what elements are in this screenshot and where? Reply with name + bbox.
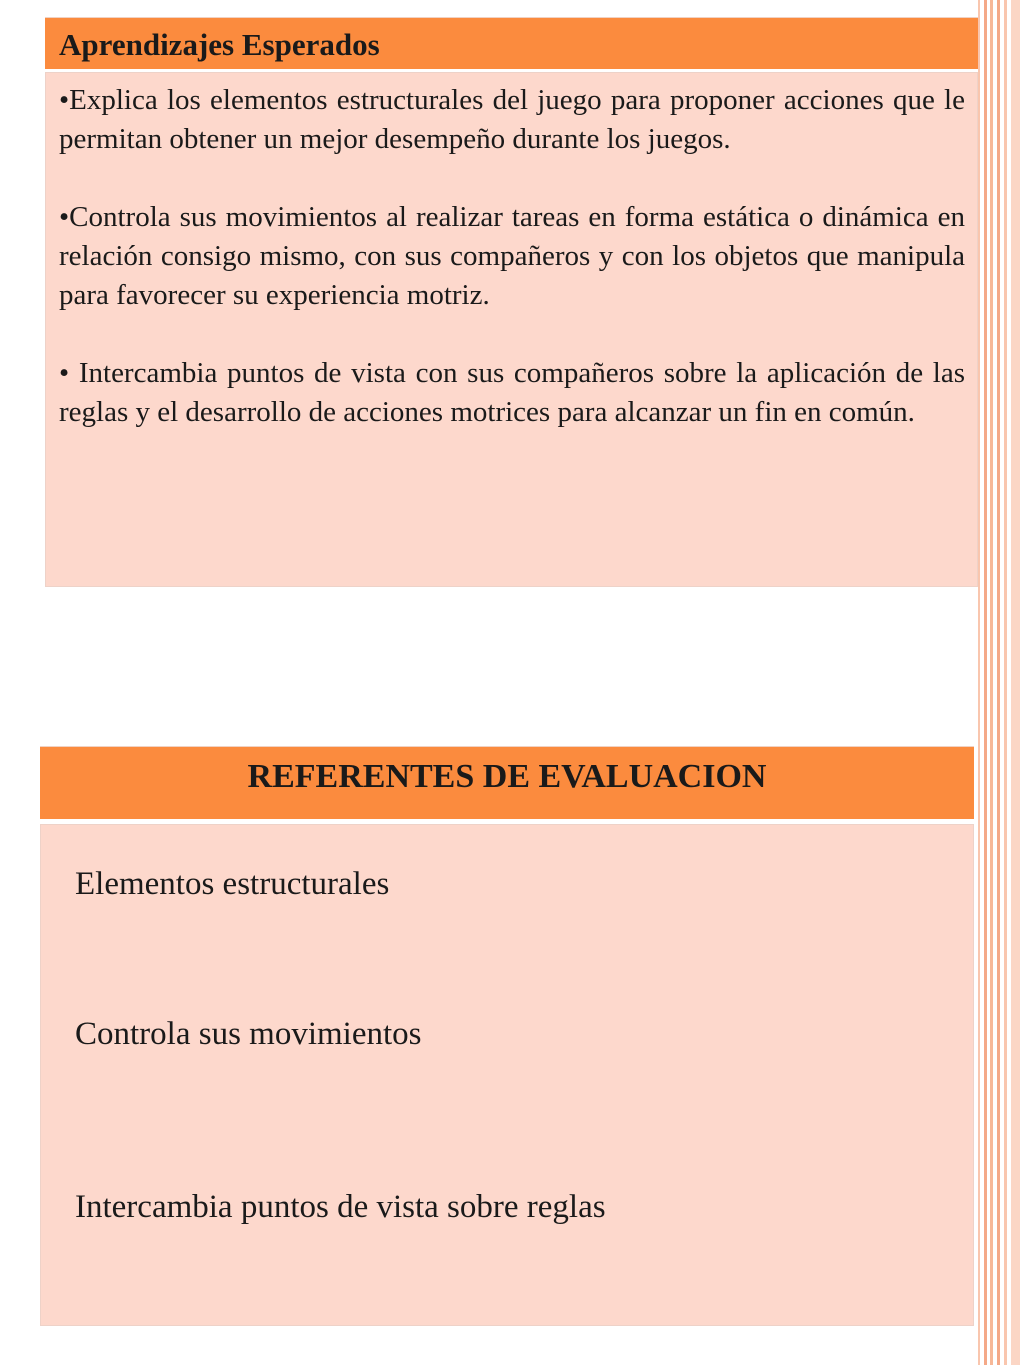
learning-header [45, 17, 978, 69]
learning-list [59, 81, 965, 432]
right-edge-decoration [978, 0, 1024, 1365]
edge-stripe [984, 0, 987, 1365]
learning-title: Aprendizajes Esperados [59, 27, 380, 62]
edge-stripe [1004, 0, 1007, 1365]
learning-item: •Explica los elementos estructurales del juego para proponer acciones que le permitan obtener un mejor desempeño durante los juegos. [59, 84, 965, 155]
evaluation-item: Intercambia puntos de vista sobre reglas [75, 1189, 606, 1225]
edge-stripe [1011, 0, 1020, 1365]
evaluation-item: Elementos estructurales [75, 866, 390, 902]
learning-item: •Controla sus movimientos al realizar tareas en forma estática o dinámica en relación consigo mismo, con sus compañeros y con los objetos que manipula para favorecer su experiencia motriz. [59, 201, 965, 311]
evaluation-panel [40, 824, 974, 1326]
edge-stripe [978, 0, 980, 1365]
learning-panel [45, 72, 978, 587]
evaluation-title: REFERENTES DE EVALUACION [247, 758, 767, 795]
edge-stripe [997, 0, 1000, 1365]
evaluation-header [40, 746, 974, 819]
learning-item: • Intercambia puntos de vista con sus compañeros sobre la aplicación de las reglas y el desarrollo de acciones motrices para alcanzar un fin en común. [59, 357, 965, 428]
edge-stripe [990, 0, 993, 1365]
evaluation-item: Controla sus movimientos [75, 1016, 422, 1052]
